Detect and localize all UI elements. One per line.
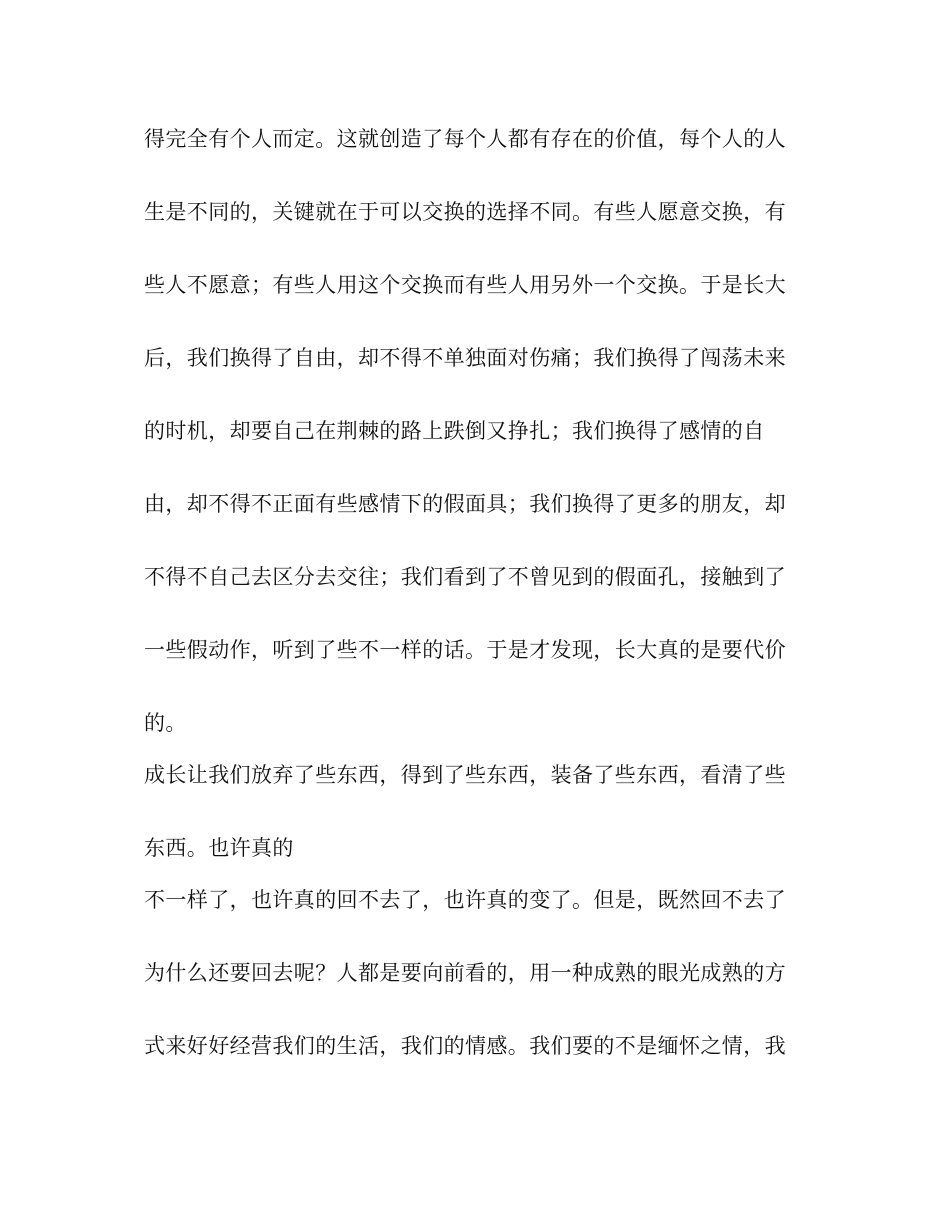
text-line: 的时机，却要自己在荆棘的路上跌倒又挣扎；我们换得了感情的自: [144, 419, 765, 443]
body-text: [144, 118, 804, 1098]
text-line: 成长让我们放弃了些东西，得到了些东西，装备了些东西，看清了些: [144, 763, 786, 787]
text-line: 的。: [144, 711, 187, 735]
text-line: 式来好好经营我们的生活，我们的情感。我们要的不是缅怀之情，我: [144, 1034, 786, 1058]
text-line: 不得不自己去区分去交往；我们看到了不曾见到的假面孔，接触到了: [144, 565, 786, 589]
text-line: 为什么还要回去呢？人都是要向前看的，用一种成熟的眼光成熟的方: [144, 961, 786, 985]
text-line: 生是不同的，关键就在于可以交换的选择不同。有些人愿意交换，有: [144, 200, 786, 224]
text-line: 后，我们换得了自由，却不得不单独面对伤痛；我们换得了闯荡未来: [144, 346, 786, 370]
text-line: 得完全有个人而定。这就创造了每个人都有存在的价值，每个人的人: [144, 127, 786, 151]
text-line: 些人不愿意；有些人用这个交换而有些人用另外一个交换。于是长大: [144, 273, 786, 297]
text-line: 一些假动作，听到了些不一样的话。于是才发现，长大真的是要代价: [144, 638, 786, 662]
text-line: 不一样了，也许真的回不去了，也许真的变了。但是，既然回不去了: [144, 888, 786, 912]
text-line: 由，却不得不正面有些感情下的假面具；我们换得了更多的朋友，却: [144, 492, 786, 516]
text-line: 东西。也许真的: [144, 836, 294, 860]
